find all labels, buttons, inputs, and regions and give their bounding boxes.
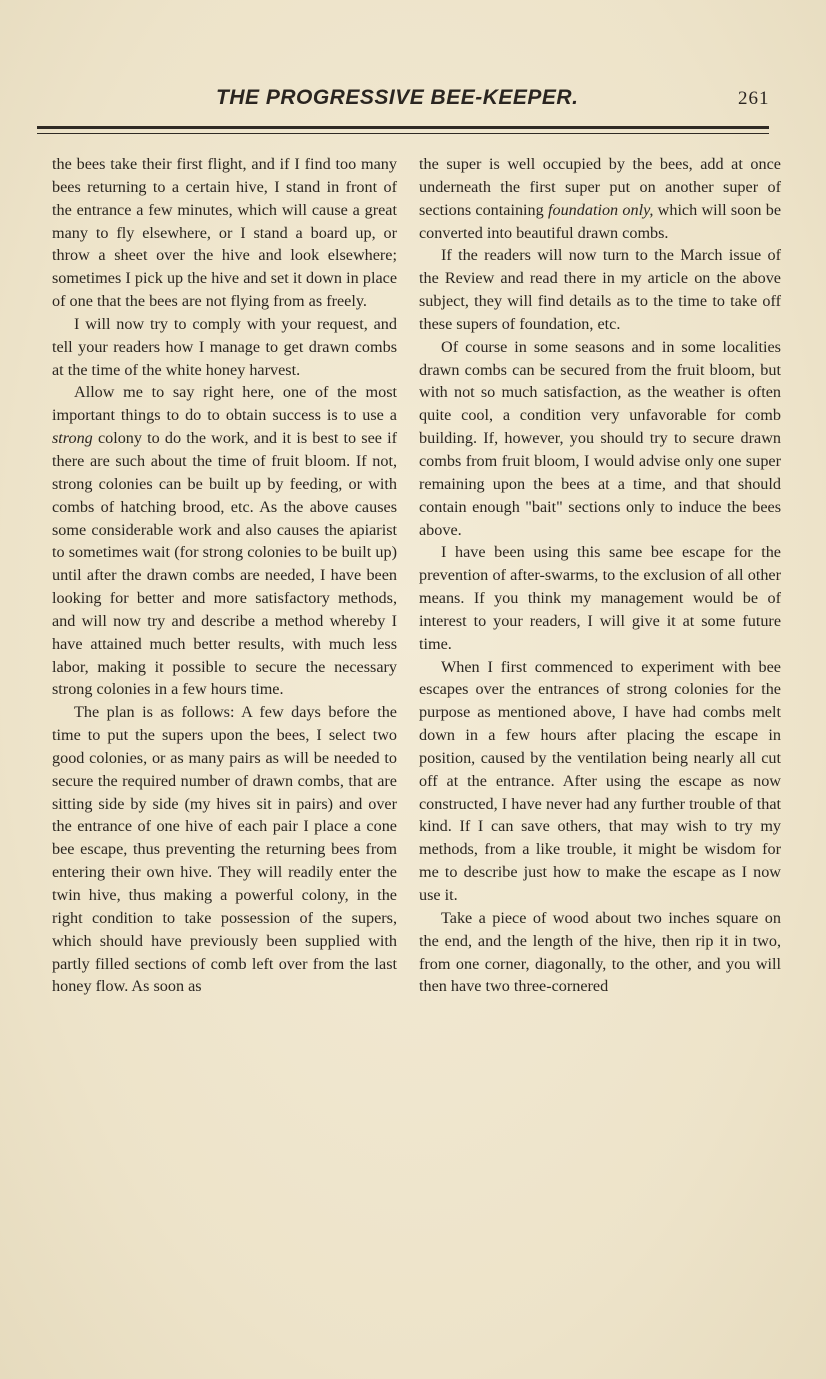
- text-run: colony to do the work, and it is best to see if there are such about the time of fruit bloom. If not, strong colonies can be built up by feeding, or with combs of hatching brood, etc. As the above causes some considerable work and also causes the apiarist to sometimes wait (for strong colonies to be built up) until after the drawn combs are needed, I have been looking for better and more satisfactory methods, and will now try and describe a method whereby I have attained much better results, with much less labor, making it possible to secure the necessary strong colonies in a few hours time.: [52, 429, 397, 699]
- page-number: 261: [738, 88, 770, 109]
- right-column: [419, 153, 781, 998]
- paragraph: I have been using this same bee escape for the prevention of after-swarms, to the exclusion of all other means. If you think my management would be of interest to your readers, I will give it at some future time.: [419, 543, 781, 653]
- left-column: [52, 153, 397, 998]
- page-header: [0, 86, 826, 120]
- paragraph: Of course in some seasons and in some localities drawn combs can be secured from the fruit bloom, but with not so much satisfaction, as the weather is often quite cool, a condition very unfavorable for comb building. If, however, you should try to secure drawn combs from fruit bloom, I would advise only one super remaining upon the bees at a time, and that should contain enough "bait" sections only to induce the bees above.: [419, 337, 781, 539]
- emphasis: strong: [52, 429, 93, 448]
- paragraph: If the readers will now turn to the March issue of the Review and read there in my article on the above subject, they will find details as to the time to take off these supers of foundation, etc.: [419, 246, 781, 333]
- emphasis: foundation only,: [547, 200, 654, 219]
- paragraph: Take a piece of wood about two inches square on the end, and the length of the hive, then rip it in two, from one corner, diagonally, to the other, and you will then have two three-cornered: [419, 908, 781, 996]
- paragraph: The plan is as follows: A few days before the time to put the supers upon the bees, I select two good colonies, or as many pairs as will be needed to secure the required number of drawn combs, that are sitting side by side (my hives sit in pairs) and over the entrance of one hive of each pair I place a cone bee escape, thus preventing the returning bees from entering their own hive. They will readily enter the twin hive, thus making a powerful colony, in the right condition to take possession of the supers, which should have previously been supplied with partly filled sections of comb left over from the last honey flow. As soon as: [52, 703, 397, 996]
- paragraph: When I first commenced to experiment with bee escapes over the entrances of strong colonies for the purpose as mentioned above, I have had combs melt down in a few hours after placing the escape in position, caused by the ventilation being nearly all cut off at the entrance. After using the escape as now constructed, I have never had any further trouble of that kind. If I can save others, that may wish to try my methods, from a like trouble, it might be wisdom for me to describe just how to make the escape as I now use it.: [419, 657, 781, 904]
- header-rule-thin: [37, 133, 769, 134]
- paragraph: [419, 153, 781, 244]
- running-title: THE PROGRESSIVE BEE-KEEPER.: [216, 86, 579, 109]
- paragraph: I will now try to comply with your request, and tell your readers how I manage to get drawn combs at the time of the white honey harvest.: [52, 314, 397, 379]
- text-run: the super is well occupied by the bees, add at once underneath the first super put on another super of sections containing: [419, 155, 781, 219]
- paragraph: [52, 381, 397, 701]
- text-run: Allow me to say right here, one of the most important things to do to obtain success is to use a: [52, 383, 397, 425]
- header-rule-thick: [37, 126, 769, 129]
- paragraph: the bees take their first flight, and if I find too many bees returning to a certain hive, I stand in front of the entrance a few minutes, which will cause a great many to fly elsewhere, or I stand a board up, or throw a sheet over the hive and look elsewhere; sometimes I pick up the hive and set it down in place of one that the bees are not flying from as freely.: [52, 155, 397, 311]
- text-run: which will soon be converted into beautiful drawn combs.: [419, 200, 781, 242]
